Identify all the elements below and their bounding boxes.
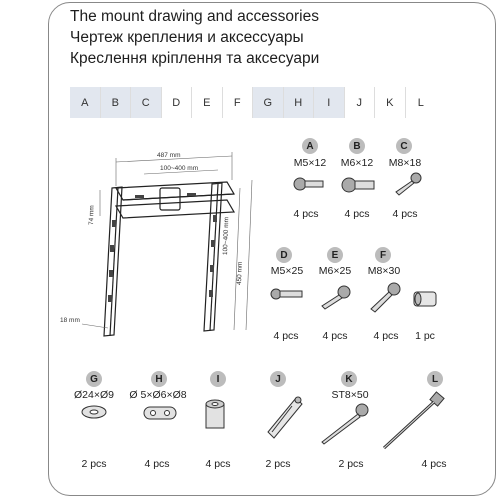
dim-top-offset-label: 74 mm [88, 205, 96, 226]
part-f-qty: 4 pcs [373, 330, 399, 342]
part-f-size: M8×30 [367, 265, 401, 277]
part-d-qty: 4 pcs [273, 330, 299, 342]
dim-hole-horizontal-label: 100~400 mm [160, 165, 199, 172]
spacer-i-icon [202, 398, 228, 432]
lag-screw-k-icon [318, 402, 370, 446]
part-i-qty: 4 pcs [205, 458, 231, 470]
part-l-qty: 4 pcs [421, 458, 447, 470]
part-b-qty: 4 pcs [344, 208, 370, 220]
part-a-size: M5×12 [293, 157, 327, 169]
legend-cell-e: E [192, 87, 223, 118]
screw-d-icon [270, 286, 306, 302]
legend-cell-i: I [314, 87, 345, 118]
part-k-qty: 2 pcs [338, 458, 364, 470]
part-i-badge: I [210, 371, 226, 387]
part-h-size: Ø 5×Ø6×Ø8 [129, 389, 187, 401]
part-h-qty: 4 pcs [144, 458, 170, 470]
dim-depth-label: 18 mm [60, 317, 80, 324]
part-e-qty: 4 pcs [322, 330, 348, 342]
legend-cell-j: J [345, 87, 376, 118]
screw-a-icon [292, 176, 328, 192]
part-f-badge: F [375, 247, 391, 263]
part-a-qty: 4 pcs [293, 208, 319, 220]
wall-anchor-j-icon [262, 394, 304, 444]
legend-cell-f: F [223, 87, 254, 118]
screw-e-icon [318, 285, 352, 311]
legend-cell-k: K [375, 87, 406, 118]
part-k-badge: K [341, 371, 357, 387]
part-d-badge: D [276, 247, 292, 263]
dim-width-label: 487 mm [157, 152, 181, 159]
part-c-size: M8×18 [388, 157, 422, 169]
part-j-badge: J [270, 371, 286, 387]
title-english: The mount drawing and accessories [70, 8, 319, 25]
title-ukrainian: Креслення кріплення та аксесуари [70, 50, 320, 67]
part-j-qty: 2 pcs [265, 458, 291, 470]
part-b-badge: B [349, 138, 365, 154]
part-k-size: ST8×50 [331, 389, 369, 401]
dim-hole-vertical-label: 100~400 mm [222, 216, 231, 256]
part-h-badge: H [151, 371, 167, 387]
part-g-badge: G [86, 371, 102, 387]
legend-cell-a: A [70, 87, 101, 118]
legend-cell-c: C [131, 87, 162, 118]
legend-cell-d: D [162, 87, 193, 118]
part-cap-qty: 1 pc [415, 330, 435, 342]
dim-height-label: 450 mm [236, 261, 244, 286]
part-l-badge: L [427, 371, 443, 387]
part-c-badge: C [396, 138, 412, 154]
legend-cell-l: L [417, 96, 424, 109]
legend-cell-h: H [284, 87, 315, 118]
spacer-cap-icon [410, 288, 440, 310]
part-c-qty: 4 pcs [392, 208, 418, 220]
part-a-badge: A [302, 138, 318, 154]
legend-cell-b: B [101, 87, 132, 118]
part-b-size: M6×12 [340, 157, 374, 169]
screw-b-icon [340, 176, 378, 194]
screw-c-icon [392, 172, 422, 196]
screw-f-icon [368, 282, 402, 314]
parts-legend-strip [70, 87, 436, 118]
part-e-badge: E [327, 247, 343, 263]
part-e-size: M6×25 [318, 265, 352, 277]
long-bolt-l-icon [378, 390, 448, 452]
part-g-size: Ø24×Ø9 [74, 389, 114, 401]
washer-g-icon [80, 404, 108, 420]
title-russian: Чертеж крепления и аксессуары [70, 29, 304, 46]
legend-cell-g: G [253, 87, 284, 118]
adapter-h-icon [142, 404, 178, 422]
part-g-qty: 2 pcs [81, 458, 107, 470]
part-d-size: M5×25 [270, 265, 304, 277]
